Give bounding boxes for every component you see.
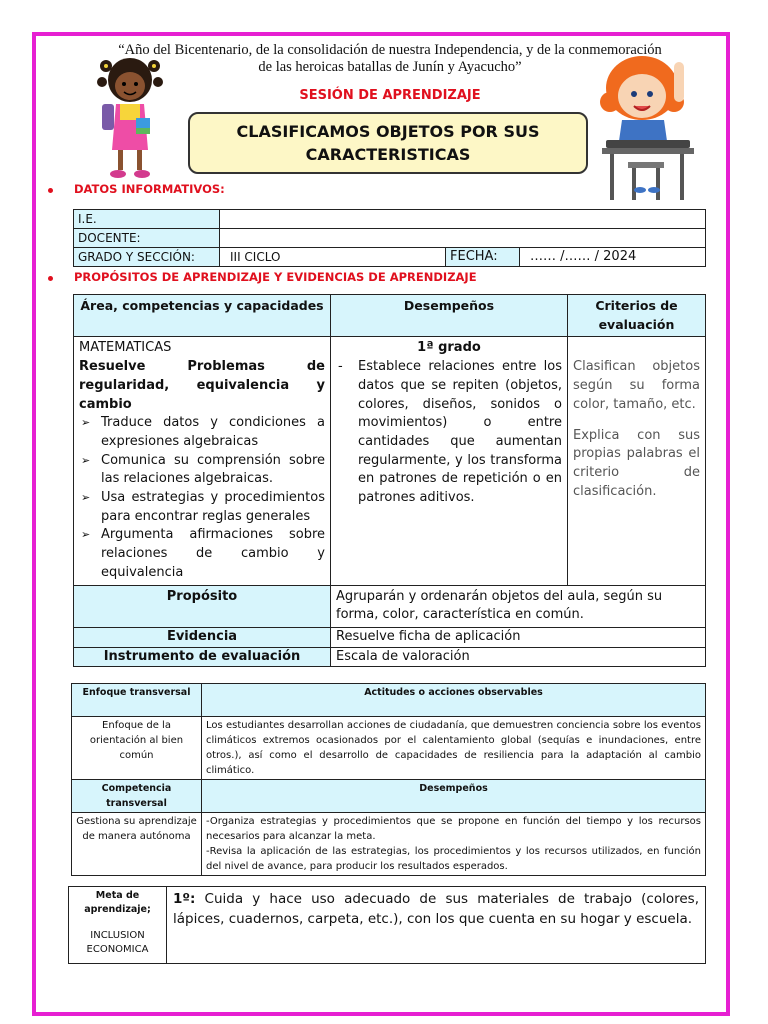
lesson-title-line-2: CARACTERISTICAS <box>305 145 471 164</box>
grado-label: GRADO Y SECCIÓN: <box>74 248 220 267</box>
proposito-label: Propósito <box>74 585 331 627</box>
session-label: SESIÓN DE APRENDIZAJE <box>299 88 481 103</box>
meta-table <box>68 886 706 964</box>
enfoque-name: Enfoque de la orientación al bien común <box>72 717 202 780</box>
meta-sub: INCLUSION ECONOMICA <box>86 930 149 955</box>
quote-line-2: de las heroicas batallas de Junín y Ayacucho” <box>258 59 522 75</box>
comp-text-2: -Revisa la aplicación de las estrategias, los procedimientos y los recursos utilizados, en función del nivel de avance, para producir los resultados esperados. <box>206 846 701 872</box>
desempeno-text: Establece relaciones entre los datos que se repiten (objetos, colores, diseños, sonidos o movimientos) o entre cantidades que aumentan regularmente, y los transforma en patrones de repetición o en patrones aditivos. <box>358 359 562 506</box>
propositos-heading: PROPÓSITOS DE APRENDIZAJE Y EVIDENCIAS DE APRENDIZAJE <box>74 270 477 284</box>
area-cell <box>74 337 331 585</box>
docente-label: DOCENTE: <box>74 229 220 248</box>
criterios-cell <box>568 337 706 585</box>
criterio-2: Explica con sus propias palabras el criterio de clasificación. <box>573 427 700 499</box>
meta-text-cell <box>167 887 706 964</box>
evidencia-value: Resuelve ficha de aplicación <box>331 627 706 647</box>
bullet-icon <box>48 276 53 281</box>
fecha-label: FECHA: <box>446 248 520 267</box>
enfoque-header: Enfoque transversal <box>72 684 202 717</box>
competencia-name: Gestiona su aprendizaje de manera autónoma <box>72 813 202 876</box>
bullet-icon <box>48 188 53 193</box>
list-item: ➢ Comunica su comprensión sobre las relaciones algebraicas. <box>79 452 325 489</box>
list-item: ➢ Traduce datos y condiciones a expresiones algebraicas <box>79 414 325 451</box>
proposito-value: Agruparán y ordenarán objetos del aula, según su forma, color, característica en común. <box>331 585 706 627</box>
instrumento-label: Instrumento de evaluación <box>74 647 331 667</box>
desempeno-item: - Establece relaciones entre los datos que se repiten (objetos, colores, diseños, sonidos o movimientos) o entre cantidades que aumentan regularmente, y los transforma en patrones de repetición o en patrones aditivos. <box>336 358 562 508</box>
meta-grade: 1º: <box>173 891 196 907</box>
list-item: ➢ Usa estrategias y procedimientos para encontrar reglas generales <box>79 489 325 526</box>
competencia-header: Competencia transversal <box>72 780 202 813</box>
competencia-name: Resuelve Problemas de regularidad, equivalencia y cambio <box>79 359 325 412</box>
col-area-header: Área, competencias y capacidades <box>74 295 331 337</box>
col-criterios-header: Criterios de evaluación <box>568 295 706 337</box>
meta-label: Meta de aprendizaje; <box>84 890 151 915</box>
meta-label-cell <box>69 887 167 964</box>
desempeno-cell <box>331 337 568 585</box>
lesson-title-box <box>188 112 588 174</box>
instrumento-value: Escala de valoración <box>331 647 706 667</box>
ie-label: I.E. <box>74 210 220 229</box>
enfoque-table <box>71 683 706 876</box>
col-desempenos-header: Desempeños <box>331 295 568 337</box>
enfoque-text: Los estudiantes desarrollan acciones de ciudadanía, que demuestren conciencia sobre los eventos climáticos extremos ocasionados por el calentamiento global (sequías e inundaciones, entre otros.), así como el desarrollo de capacidades de resiliencia para la adaptación al cambio climático. <box>202 717 706 780</box>
comp-desempenos-header: Desempeños <box>202 780 706 813</box>
evidencia-label: Evidencia <box>74 627 331 647</box>
competencia-desempenos <box>202 813 706 876</box>
datos-table <box>73 209 706 267</box>
ie-value <box>220 210 706 229</box>
list-item: ➢ Argumenta afirmaciones sobre relaciones de cambio y equivalencia <box>79 526 325 582</box>
grado-value: III CICLO <box>220 248 446 267</box>
fecha-value: …… /…… / 2024 <box>520 248 706 267</box>
lesson-title-line-1: CLASIFICAMOS OBJETOS POR SUS <box>236 122 540 141</box>
docente-value <box>220 229 706 248</box>
area-name: MATEMATICAS <box>79 340 172 356</box>
datos-heading: DATOS INFORMATIVOS: <box>74 182 225 196</box>
meta-text: Cuida y hace uso adecuado de sus materiales de trabajo (colores, lápices, cuadernos, carpeta, etc.), con los que cuenta en su hogar y escuela. <box>173 891 699 927</box>
actitudes-header: Actitudes o acciones observables <box>202 684 706 717</box>
quote-line-1: “Año del Bicentenario, de la consolidación de nuestra Independencia, y de la conmemoración <box>118 42 662 58</box>
commemorative-quote <box>80 42 700 76</box>
capacidades-list <box>79 414 325 582</box>
criterio-1: Clasifican objetos según su forma color, tamaño, etc. <box>573 359 700 412</box>
comp-text-1: -Organiza estrategias y procedimientos que se propone en función del tiempo y los recursos necesarios para alcanzar la meta. <box>206 816 701 842</box>
grado-label: 1ª grado <box>417 340 481 356</box>
propositos-table <box>73 294 706 667</box>
